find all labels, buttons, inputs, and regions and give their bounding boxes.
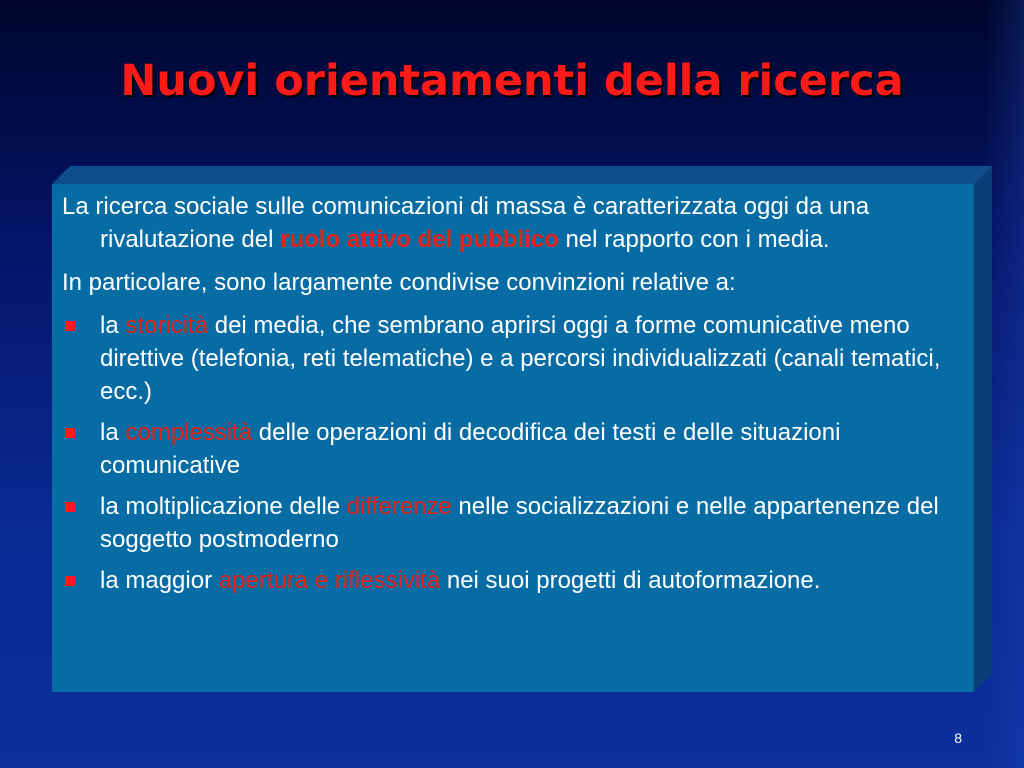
lead-text: In particolare, sono largamente condivise convinzioni relative a: (62, 269, 736, 296)
bullet-text-before: la (100, 419, 126, 446)
square-bullet-icon (65, 576, 75, 586)
square-bullet-icon (65, 428, 75, 438)
lead-paragraph (62, 266, 962, 299)
intro-highlight: ruolo attivo del pubblico (280, 226, 559, 253)
bullet-item-complessita (62, 416, 962, 482)
bullet-item-storicita (62, 309, 962, 408)
bullet-text-before: la (100, 312, 126, 339)
square-bullet-icon (65, 321, 75, 331)
bullet-text-after: dei media, che sembrano aprirsi oggi a forme comunicative meno direttive (telefonia, reti telematiche) e a percorsi individualizzati (canali tematici, ecc.) (100, 312, 941, 405)
bullet-text-after: delle operazioni di decodifica dei testi e delle situazioni comunicative (100, 419, 841, 479)
page-number: 8 (954, 730, 962, 746)
bullet-text-before: la moltiplicazione delle (100, 493, 347, 520)
intro-paragraph (62, 190, 962, 256)
panel-top-bevel (52, 166, 992, 184)
square-bullet-icon (65, 502, 75, 512)
bullet-text-before: la maggior (100, 567, 219, 594)
bullet-highlight: differenze (346, 493, 452, 520)
bullet-highlight: apertura e riflessività (218, 567, 441, 594)
bullet-item-apertura (62, 564, 962, 597)
panel-side-bevel (974, 166, 992, 692)
bullet-item-differenze (62, 490, 962, 556)
bullet-highlight: storicità (125, 312, 209, 339)
bullet-text-after: nelle socializzazioni e nelle appartenenze del soggetto postmoderno (100, 493, 939, 553)
bullet-text-after: nei suoi progetti di autoformazione. (440, 567, 821, 594)
slide-body (62, 190, 962, 605)
intro-text-before: La ricerca sociale sulle comunicazioni di massa è caratterizzata oggi da una rivalutazione del (62, 193, 870, 253)
bullet-highlight: complessità (125, 419, 253, 446)
intro-text-after: nel rapporto con i media. (558, 226, 830, 253)
slide-title: Nuovi orientamenti della ricerca (120, 56, 904, 106)
